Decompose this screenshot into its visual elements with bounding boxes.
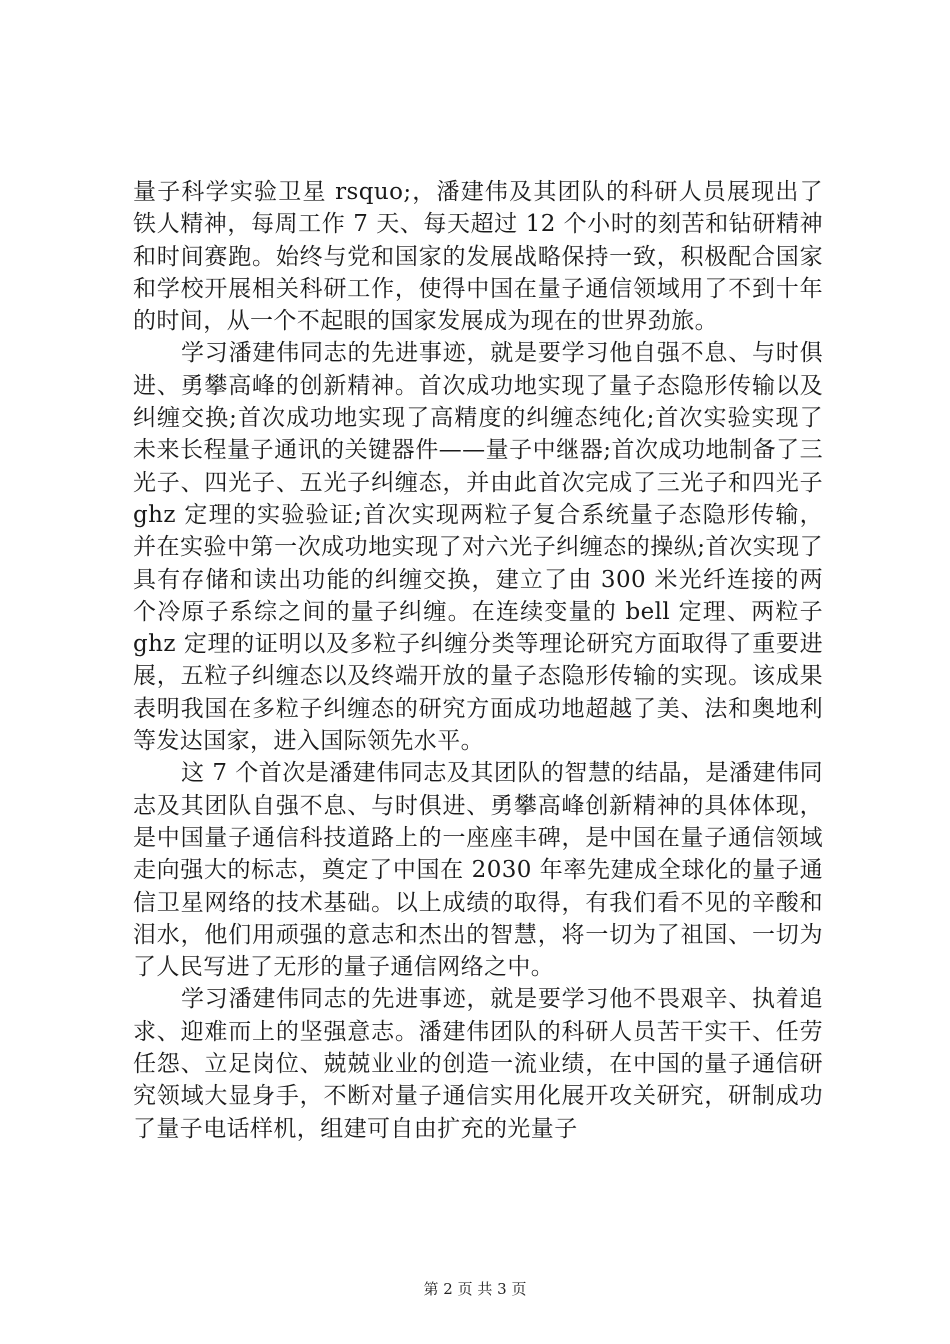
paragraph-1: 量子科学实验卫星 rsquo;，潘建伟及其团队的科研人员展现出了铁人精神，每周工作 7 天、每天超过 12 个小时的刻苦和钻研精神和时间赛跑。始终与党和国家的发展战略保持一致，积极配合国家和学校开展相关科研工作，使得中国在量子通信领域用了不到十年的时间，从一个不起眼的国家发展成为现在的世界劲旅。	[133, 179, 823, 335]
document-body	[133, 176, 823, 1145]
paragraph-3: 这 7 个首次是潘建伟同志及其团队的智慧的结晶，是潘建伟同志及其团队自强不息、与时俱进、勇攀高峰创新精神的具体体现，是中国量子通信科技道路上的一座座丰碑，是中国在量子通信领域走向强大的标志，奠定了中国在 2030 年率先建成全球化的量子通信卫星网络的技术基础。以上成绩的取得，有我们看不见的辛酸和泪水，他们用顽强的意志和杰出的智慧，将一切为了祖国、一切为了人民写进了无形的量子通信网络之中。	[133, 760, 823, 981]
page-footer: 第 2 页 共 3 页	[423, 1280, 527, 1298]
paragraph-4: 学习潘建伟同志的先进事迹，就是要学习他不畏艰辛、执着追求、迎难而上的坚强意志。潘建伟团队的科研人员苦干实干、任劳任怨、立足岗位、兢兢业业的创造一流业绩，在中国的量子通信研究领域大显身手，不断对量子通信实用化展开攻关研究，研制成功了量子电话样机，组建可自由扩充的光量子	[133, 986, 823, 1142]
paragraph-2: 学习潘建伟同志的先进事迹，就是要学习他自强不息、与时俱进、勇攀高峰的创新精神。首次成功地实现了量子态隐形传输以及纠缠交换;首次成功地实现了高精度的纠缠态纯化;首次实验实现了未来长程量子通讯的关键器件——量子中继器;首次成功地制备了三光子、四光子、五光子纠缠态，并由此首次完成了三光子和四光子 ghz 定理的实验验证;首次实现两粒子复合系统量子态隐形传输，并在实验中第一次成功地实现了对六光子纠缠态的操纵;首次实现了具有存储和读出功能的纠缠交换，建立了由 300 米光纤连接的两个冷原子系综之间的量子纠缠。在连续变量的 bell 定理、两粒子 ghz 定理的证明以及多粒子纠缠分类等理论研究方面取得了重要进展，五粒子纠缠态以及终端开放的量子态隐形传输的实现。该成果表明我国在多粒子纠缠态的研究方面成功地超越了美、法和奥地利等发达国家，进入国际领先水平。	[133, 340, 823, 755]
